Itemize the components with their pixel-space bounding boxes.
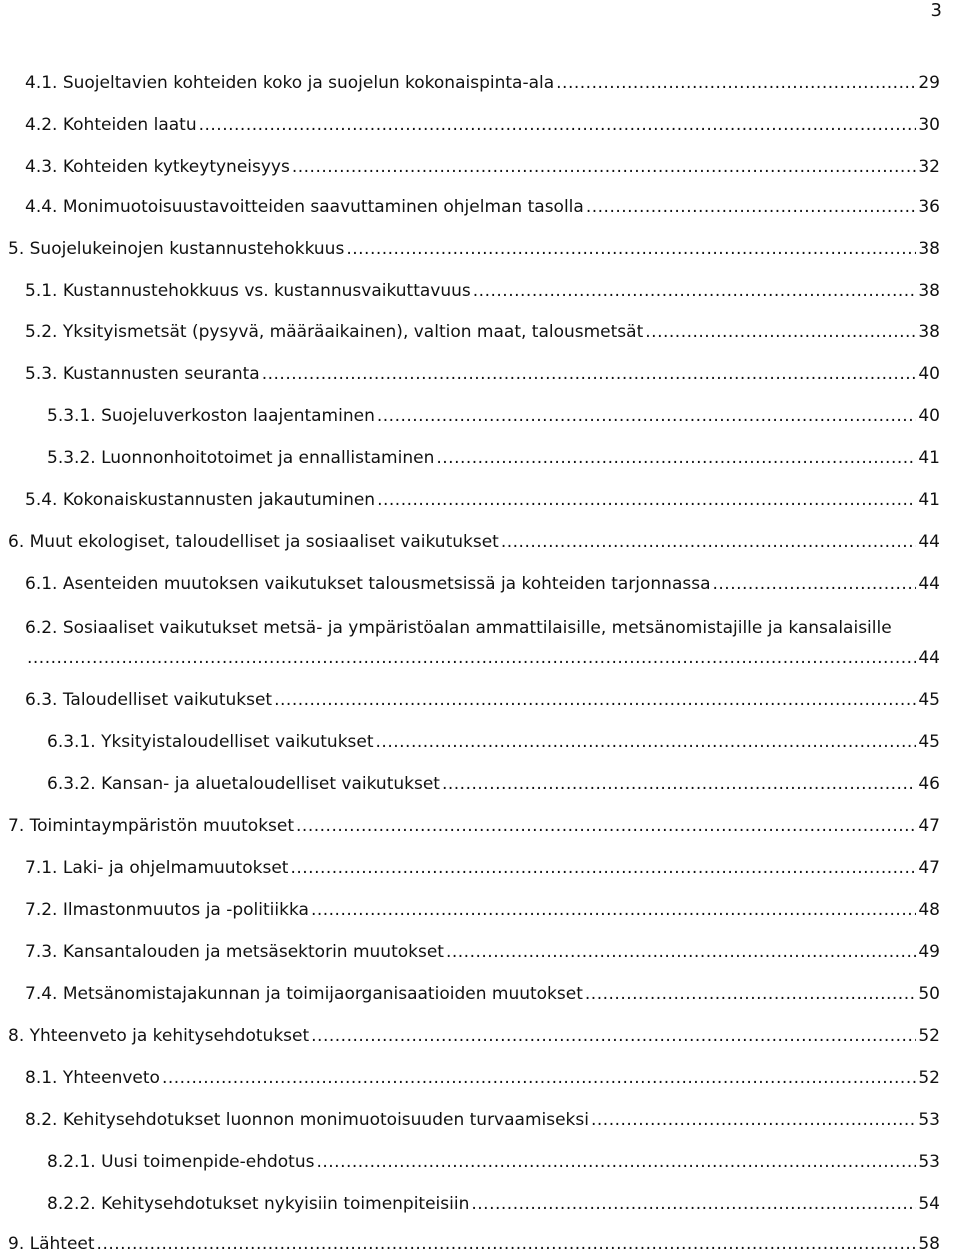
toc-entry-page: 29 [918, 73, 940, 93]
dot-leader [377, 404, 917, 428]
dot-leader [585, 982, 916, 1006]
toc-entry-page: 38 [918, 281, 940, 301]
dot-leader [501, 530, 917, 554]
toc-entry-page: 44 [918, 532, 940, 552]
toc-entry-page: 47 [918, 858, 940, 878]
toc-entry[interactable] [47, 446, 940, 470]
toc-entry[interactable] [25, 898, 940, 922]
dot-leader [591, 1108, 916, 1132]
toc-entry[interactable] [25, 169, 940, 193]
toc-entry[interactable] [25, 646, 940, 670]
toc-entry-page: 52 [918, 1068, 940, 1088]
toc-entry-page: 30 [918, 115, 940, 135]
toc-entry[interactable] [25, 195, 940, 219]
toc-entry[interactable] [47, 404, 940, 428]
toc-entry-title: 6. Muut ekologiset, taloudelliset ja sosiaaliset vaikutukset [8, 532, 499, 552]
dot-leader [376, 730, 917, 754]
toc-entry-page: 41 [918, 490, 940, 510]
toc-entry-page: 53 [918, 1110, 940, 1130]
dot-leader [262, 362, 917, 386]
toc-entry[interactable] [25, 320, 940, 344]
dot-leader [27, 646, 916, 670]
toc-entry-title: 5. Suojelukeinojen kustannustehokkuus [8, 239, 345, 259]
toc-entry[interactable] [25, 1066, 940, 1090]
toc-entry-title: 8.1. Yhteenveto [25, 1068, 160, 1088]
toc-entry-title: 4.1. Suojeltavien kohteiden koko ja suojelun kokonaispinta-ala [25, 73, 555, 93]
toc-entry-page: 47 [918, 816, 940, 836]
toc-entry-page: 45 [918, 732, 940, 752]
toc-entry[interactable] [47, 1150, 940, 1174]
toc-entry[interactable] [25, 1108, 940, 1132]
toc-entry-page: 38 [918, 239, 940, 259]
dot-leader [274, 688, 916, 712]
dot-leader [586, 195, 917, 219]
dot-leader [199, 113, 917, 137]
toc-entry[interactable] [8, 530, 940, 554]
toc-entry-title: 8.2. Kehitysehdotukset luonnon monimuotoisuuden turvaamiseksi [25, 1110, 589, 1130]
dot-leader [346, 237, 916, 261]
toc-entry[interactable] [25, 982, 940, 1006]
toc-entry-title: 5.3.1. Suojeluverkoston laajentaminen [47, 406, 375, 426]
toc-entry-page: 40 [918, 364, 940, 384]
dot-leader [442, 772, 916, 796]
toc-entry-page: 54 [918, 1194, 940, 1214]
toc-entry-title: 5.3.2. Luonnonhoitotoimet ja ennallistaminen [47, 448, 435, 468]
dot-leader [556, 71, 916, 95]
toc-entry-title: 5.4. Kokonaiskustannusten jakautuminen [25, 490, 376, 510]
toc-entry-title: 7.2. Ilmastonmuutos ja -politiikka [25, 900, 309, 920]
toc-entry[interactable] [8, 814, 940, 838]
toc-entry-page: 38 [918, 322, 940, 342]
dot-leader [97, 1232, 917, 1256]
toc-entry[interactable] [47, 1192, 940, 1216]
toc-entry-title: 6.3.1. Yksityistaloudelliset vaikutukset [47, 732, 374, 752]
toc-entry-title: 8.2.1. Uusi toimenpide-ehdotus [47, 1152, 315, 1172]
toc-entry-page: 36 [918, 197, 940, 217]
toc-entry[interactable] [8, 1232, 940, 1256]
dot-leader [377, 488, 916, 512]
dot-leader [162, 1066, 916, 1090]
toc-entry[interactable] [25, 688, 940, 712]
toc-entry-page: 53 [918, 1152, 940, 1172]
toc-entry[interactable] [8, 237, 940, 261]
toc-entry[interactable] [25, 362, 940, 386]
toc-entry[interactable] [47, 730, 940, 754]
toc-entry-page: 52 [918, 1026, 940, 1046]
toc-entry-title: 7.4. Metsänomistajakunnan ja toimijaorganisaatioiden muutokset [25, 984, 583, 1004]
toc-entry-title: 7.1. Laki- ja ohjelmamuutokset [25, 858, 289, 878]
toc-entry-title: 4.3. Kohteiden kytkeytyneisyys [25, 157, 290, 177]
toc-entry-page: 50 [918, 984, 940, 1004]
toc-entry-title: 5.3. Kustannusten seuranta [25, 364, 260, 384]
dot-leader [316, 1150, 916, 1174]
dot-leader [296, 814, 916, 838]
toc-entry-page: 44 [918, 574, 940, 594]
toc-entry-page: 45 [918, 690, 940, 710]
dot-leader [311, 1024, 916, 1048]
toc-entry-title: 6.3.2. Kansan- ja aluetaloudelliset vaikutukset [47, 774, 440, 794]
dot-leader [473, 279, 917, 303]
toc-entry-page: 41 [918, 448, 940, 468]
toc-entry[interactable] [25, 71, 940, 95]
toc-entry-title: 6.1. Asenteiden muutoksen vaikutukset talousmetsissä ja kohteiden tarjonnassa [25, 574, 711, 594]
toc-entry-page: 49 [918, 942, 940, 962]
dot-leader [436, 446, 916, 470]
toc-entry[interactable] [47, 772, 940, 796]
dot-leader [290, 856, 916, 880]
toc-entry-page: 32 [918, 157, 940, 177]
toc-entry-title[interactable]: 6.2. Sosiaaliset vaikutukset metsä- ja ympäristöalan ammattilaisille, metsänomistajille ja kansalaisille [25, 618, 892, 638]
toc-entry-title: 7.3. Kansantalouden ja metsäsektorin muutokset [25, 942, 444, 962]
toc-entry-page: 44 [918, 648, 940, 668]
dot-leader [311, 898, 916, 922]
toc-entry-title: 5.2. Yksityismetsät (pysyvä, määräaikainen), valtion maat, talousmetsät [25, 322, 644, 342]
toc-entry-title: 9. Lähteet [8, 1234, 95, 1254]
dot-leader [645, 320, 916, 344]
dot-leader [471, 1192, 916, 1216]
toc-entry-title: 8.2.2. Kehitysehdotukset nykyisiin toimenpiteisiin [47, 1194, 470, 1214]
toc-entry-page: 58 [918, 1234, 940, 1254]
toc-entry[interactable] [25, 572, 940, 596]
toc-entry-title: 4.4. Monimuotoisuustavoitteiden saavuttaminen ohjelman tasolla [25, 197, 584, 217]
toc-entry[interactable] [25, 856, 940, 880]
toc-entry-title: 8. Yhteenveto ja kehitysehdotukset [8, 1026, 310, 1046]
toc-entry-title: 6.3. Taloudelliset vaikutukset [25, 690, 273, 710]
toc-entry[interactable] [25, 113, 940, 137]
toc-entry-title: 5.1. Kustannustehokkuus vs. kustannusvaikuttavuus [25, 281, 471, 301]
toc-entry[interactable] [25, 488, 940, 512]
dot-leader [713, 572, 917, 596]
dot-leader [446, 940, 916, 964]
toc-entry[interactable] [8, 1024, 940, 1048]
toc-entry-page: 46 [918, 774, 940, 794]
page-number: 3 [930, 0, 942, 21]
toc-entry[interactable] [25, 279, 940, 303]
toc-entry[interactable] [25, 940, 940, 964]
toc-entry-title: 4.2. Kohteiden laatu [25, 115, 197, 135]
toc-entry-title: 7. Toimintaympäristön muutokset [8, 816, 295, 836]
toc-entry-page: 40 [918, 406, 940, 426]
toc-entry-page: 48 [918, 900, 940, 920]
